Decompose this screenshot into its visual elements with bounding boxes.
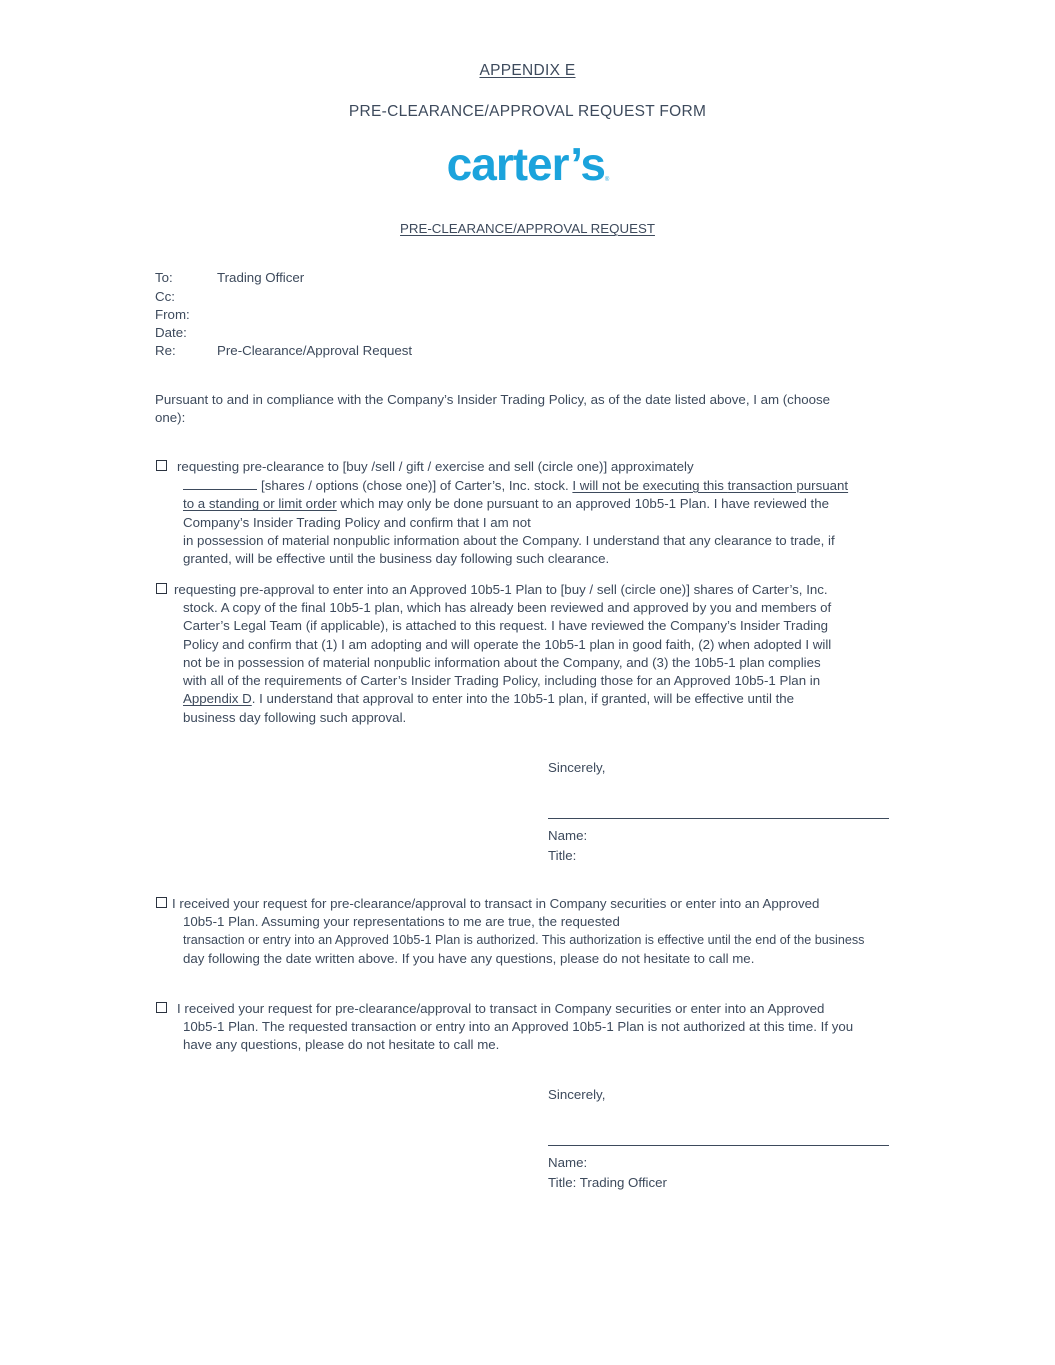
option2-line4: Policy and confirm that (1) I am adopting and will operate the 10b5-1 plan in good faith, (2) when adopted I will <box>183 636 832 652</box>
option-preapproval-line1: requesting pre-approval to enter into an Approved 10b5-1 Plan to [buy / sell (circle one)] shares of Carter’s, Inc. <box>174 582 828 597</box>
signature1-line[interactable] <box>548 818 889 819</box>
option1-underline-a: I will not be executing this <box>572 478 728 493</box>
option1-line6: granted, will be effective until the business day following such clearance. <box>183 551 610 567</box>
signature1-title-label: Title: <box>548 848 577 863</box>
option1-underline-b: transaction pursuant <box>727 478 849 493</box>
option1-line2 <box>183 476 848 495</box>
option2-line5: not be in possession of material nonpublic information about the Company, and (3) the 10b5-1 plan complies <box>183 654 821 670</box>
response-authorized-line1: I received your request for pre-clearance/approval to transact in Company securities or enter into an Approved <box>172 896 820 911</box>
appendix-d-link[interactable]: Appendix D <box>183 691 252 707</box>
memo-re-value: Pre-Clearance/Approval Request <box>217 343 413 358</box>
response2-line3: have any questions, please do not hesitate to call me. <box>183 1037 500 1053</box>
memo-to-value: Trading Officer <box>217 270 305 285</box>
intro-paragraph <box>155 391 895 428</box>
intro-line: Pursuant to and in compliance with the Company’s Insider Trading Policy, as of the date listed above, I am (choose <box>155 392 831 407</box>
signature2-name-label: Name: <box>548 1155 588 1170</box>
response2-line2: 10b5-1 Plan. The requested transaction or entry into an Approved 10b5-1 Plan is not authorized at this time. If you <box>183 1019 854 1034</box>
response-not-authorized-checkbox[interactable] <box>156 1002 167 1013</box>
registered-mark: ® <box>604 177 609 183</box>
option1-line3 <box>183 495 848 513</box>
option2-line8: business day following such approval. <box>183 709 407 725</box>
response-not-authorized-body <box>183 1018 853 1055</box>
share-count-blank[interactable] <box>183 476 257 490</box>
memo-re-label: Re: <box>155 343 176 358</box>
appendix-label: APPENDIX E <box>479 62 576 79</box>
memo-from <box>155 306 217 324</box>
option2-line7-text: . I understand that approval to enter into the 10b5-1 plan, if granted, will be effective until the <box>251 691 795 707</box>
option-preapproval-body <box>183 599 831 727</box>
memo-cc <box>155 288 217 306</box>
carters-logo <box>0 136 1055 192</box>
memo-date <box>155 324 217 342</box>
request-subtitle <box>0 221 1055 236</box>
logo-text: carter’s <box>446 138 605 190</box>
option2-line3: Carter’s Legal Team (if applicable), is attached to this request. I have reviewed the Company’s Insider Trading <box>183 618 828 634</box>
option1-line5: in possession of material nonpublic information about the Company. I understand that any clearance to trade, if <box>183 532 835 548</box>
response-authorized-body <box>183 913 864 968</box>
option1-underline-c: to a standing or limit order <box>183 496 337 512</box>
response-not-authorized-line1: I received your request for pre-clearance/approval to transact in Company securities or enter into an Approved <box>177 1001 825 1016</box>
signature2-title-label: Title: Trading Officer <box>548 1175 667 1190</box>
signature1-closing: Sincerely, <box>548 760 606 775</box>
option2-line6: with all of the requirements of Carter’s Insider Trading Policy, including those for an Approved 10b5-1 Plan in <box>183 673 821 689</box>
option1-line2-text: [shares / options (chose one)] of Carter’s, Inc. stock. <box>261 478 573 493</box>
option-preapproval-checkbox[interactable] <box>156 583 167 594</box>
memo-to-label: To: <box>155 270 173 285</box>
subtitle-text: PRE-CLEARANCE/APPROVAL REQUEST <box>400 221 655 236</box>
option-preclearance-line1: requesting pre-clearance to [buy /sell / gift / exercise and sell (circle one)] approximately <box>177 459 694 474</box>
option1-line3-text: which may only be done pursuant to an approved 10b5-1 Plan. I have reviewed the <box>336 496 830 512</box>
option2-line2: stock. A copy of the final 10b5-1 plan, which has already been reviewed and approved by you and members of <box>183 600 832 615</box>
memo-cc-label: Cc: <box>155 289 175 304</box>
memo-from-label: From: <box>155 307 190 322</box>
intro-line: one): <box>155 410 186 426</box>
option1-line4: Company’s Insider Trading Policy and confirm that I am not <box>183 514 531 530</box>
option-preclearance-body <box>183 476 848 568</box>
signature2-closing: Sincerely, <box>548 1087 606 1102</box>
response1-line2: 10b5-1 Plan. Assuming your representations to me are true, the requested <box>183 914 620 929</box>
response-authorized-checkbox[interactable] <box>156 897 167 908</box>
memo-re <box>155 342 412 360</box>
form-title: PRE-CLEARANCE/APPROVAL REQUEST FORM <box>348 103 707 120</box>
memo-date-label: Date: <box>155 325 187 340</box>
appendix-heading <box>0 62 1055 80</box>
response1-line3: transaction or entry into an Approved 10b5-1 Plan is authorized. This authorization is effective until the end of the business <box>183 933 865 948</box>
option-preclearance-checkbox[interactable] <box>156 460 167 471</box>
option2-line7 <box>183 690 831 708</box>
signature2-line[interactable] <box>548 1145 889 1146</box>
memo-to <box>155 269 304 287</box>
signature1-name-label: Name: <box>548 828 588 843</box>
response1-line4: day following the date written above. If you have any questions, please do not hesitate to call me. <box>183 950 755 966</box>
